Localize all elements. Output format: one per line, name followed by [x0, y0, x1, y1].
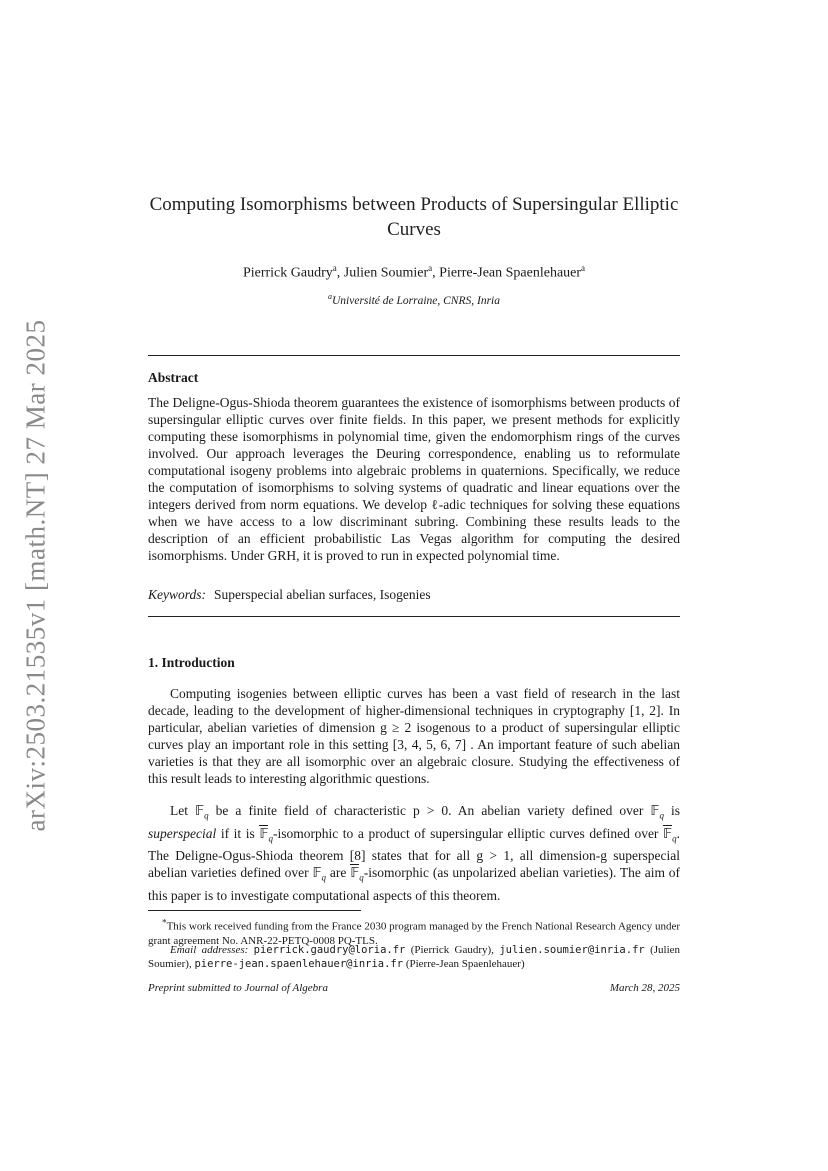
abstract-top-rule: [148, 355, 680, 356]
affiliation-text: Université de Lorraine, CNRS, Inria: [331, 294, 501, 307]
keywords: [148, 587, 680, 603]
email-link[interactable]: julien.soumier@inria.fr: [499, 944, 645, 956]
field-fq: 𝔽$_q$: [195, 803, 209, 821]
field-fq-bar: 𝔽$_q$: [663, 825, 677, 844]
field-fq-bar: 𝔽$_q$: [259, 825, 273, 844]
section-heading-introduction: 1. Introduction: [148, 655, 235, 670]
footer-journal: Preprint submitted to Journal of Algebra: [148, 982, 328, 994]
field-fq-bar: 𝔽$_q$: [350, 865, 364, 884]
footnote-rule: [148, 910, 361, 911]
author-affiliation-mark: a: [428, 263, 433, 273]
email-link[interactable]: pierre-jean.spaenlehauer@inria.fr: [194, 958, 404, 970]
author-name: Pierrick Gaudry: [242, 265, 333, 281]
field-fq: 𝔽$_q$: [312, 865, 327, 884]
intro-paragraph-2: Let 𝔽$_q$ be a finite field of characteristic p > 0. An abelian variety defined over 𝔽$_q$ is superspecial if it is 𝔽$_q$-isomorphic to a product of supersingular elliptic curves defined over 𝔽$_q$. The Deligne-Ogus-Shioda theorem [8] states that for all g > 1, all dimension-g superspecial abelian varieties defined over 𝔽$_q$ are 𝔽$_q$-isomorphic (as unpolarized abelian varieties). The aim of this paper is to investigate computational aspects of this theorem.: [148, 803, 681, 904]
abstract-bottom-rule: [148, 616, 680, 617]
abstract-heading: Abstract: [148, 370, 199, 385]
abstract-text: The Deligne-Ogus-Shioda theorem guarantees the existence of isomorphisms between products of supersingular elliptic curves over finite fields. In this paper, we present methods for explicitly computing these isomorphisms in polynomial time, given the endomorphism rings of the curves involved. Our approach leverages the Deuring correspondence, enabling us to reformulate computational isogeny problems into algebraic problems in quaternions. Specifically, we reduce the computation of isomorphisms to solving systems of quadratic and linear equations over the integers derived from norm equations. We develop ℓ-adic techniques for solving these equations when we have access to a low discriminant subring. Combining these results leads to the description of an efficient probabilistic Las Vegas algorithm for computing the desired isomorphisms. Under GRH, it is proved to run in expected polynomial time.: [148, 395, 680, 563]
footer-date: March 28, 2025: [609, 982, 680, 994]
paper-title: Computing Isomorphisms between Products of Supersingular Elliptic Curves: [149, 194, 679, 240]
keywords-label: Keywords:: [148, 587, 206, 602]
affiliation-mark: a: [327, 292, 332, 301]
email-footnote: Email addresses: pierrick.gaudry@loria.fr (Pierrick Gaudry), julien.soumier@inria.fr (Julien Soumier), pierre-jean.spaenlehauer@inria.fr (Pierre-Jean Spaenlehauer): [148, 944, 681, 970]
field-fq: 𝔽$_q$: [650, 803, 664, 821]
author-list: Pierrick Gaudry$^a$, Julien Soumier$^a$, Pierre-Jean Spaenlehauer$^a$: [242, 263, 586, 281]
affiliation: [148, 292, 680, 307]
intro-paragraph-1: Computing isogenies between elliptic curves has been a vast field of research in the last decade, leading to the development of higher-dimensional techniques in cryptography [1, 2]. In particular, abelian varieties of dimension g ≥ 2 isogenous to a product of supersingular elliptic curves play an important role in this setting [3, 4, 5, 6, 7] . An important feature of such abelian varieties is that they are all isomorphic over an algebraic closure. Studying the effectiveness of this result leads to interesting algorithmic questions.: [148, 686, 680, 786]
email-link[interactable]: pierrick.gaudry@loria.fr: [253, 944, 406, 956]
author-name: Julien Soumier: [343, 265, 429, 281]
author-affiliation-mark: a: [581, 263, 586, 273]
author-affiliation-mark: a: [332, 263, 337, 273]
page-footer: [148, 982, 680, 994]
arxiv-identifier: arXiv:2503.21535v1 [math.NT] 27 Mar 2025: [20, 319, 51, 831]
keywords-text: Superspecial abelian surfaces, Isogenies: [214, 587, 431, 602]
funding-footnote: *This work received funding from the France 2030 program managed by the French National Research Agency under grant agreement No. ANR-22-PETQ-0008 PQ-TLS.: [148, 917, 680, 947]
author-name: Pierre-Jean Spaenlehauer: [439, 265, 582, 281]
